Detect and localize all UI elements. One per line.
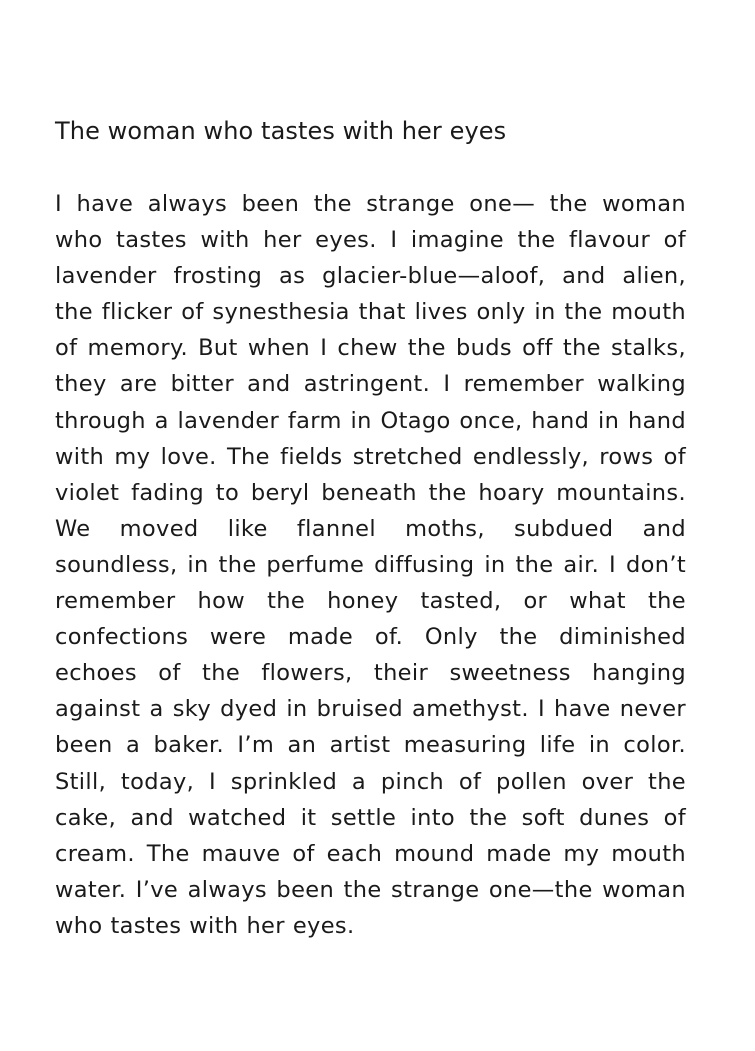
body-paragraph: I have always been the strange one— the woman who tastes with her eyes. I imagine the flavour of lavender frosting as glacier-blue—aloof, and alien, the flicker of synesthesia that lives only in the mouth of memory. But when I chew the buds off the stalks, they are bitter and astringent. I remember walking through a lavender farm in Otago once, hand in hand with my love. The fields stretched endlessly, rows of violet fading to beryl beneath the hoary mountains. We moved like flannel moths, subdued and soundless, in the perfume diffusing in the air. I don’t remember how the honey tasted, or what the confections were made of. Only the diminished echoes of the flowers, their sweetness hanging against a sky dyed in bruised amethyst. I have never been a baker. I’m an artist measuring life in color. Still, today, I sprinkled a pinch of pollen over the cake, and watched it settle into the soft dunes of cream. The mauve of each mound made my mouth water. I’ve always been the strange one—the woman who tastes with her eyes. bbox=[55, 191, 686, 939]
page-title: The woman who tastes with her eyes bbox=[55, 117, 507, 145]
